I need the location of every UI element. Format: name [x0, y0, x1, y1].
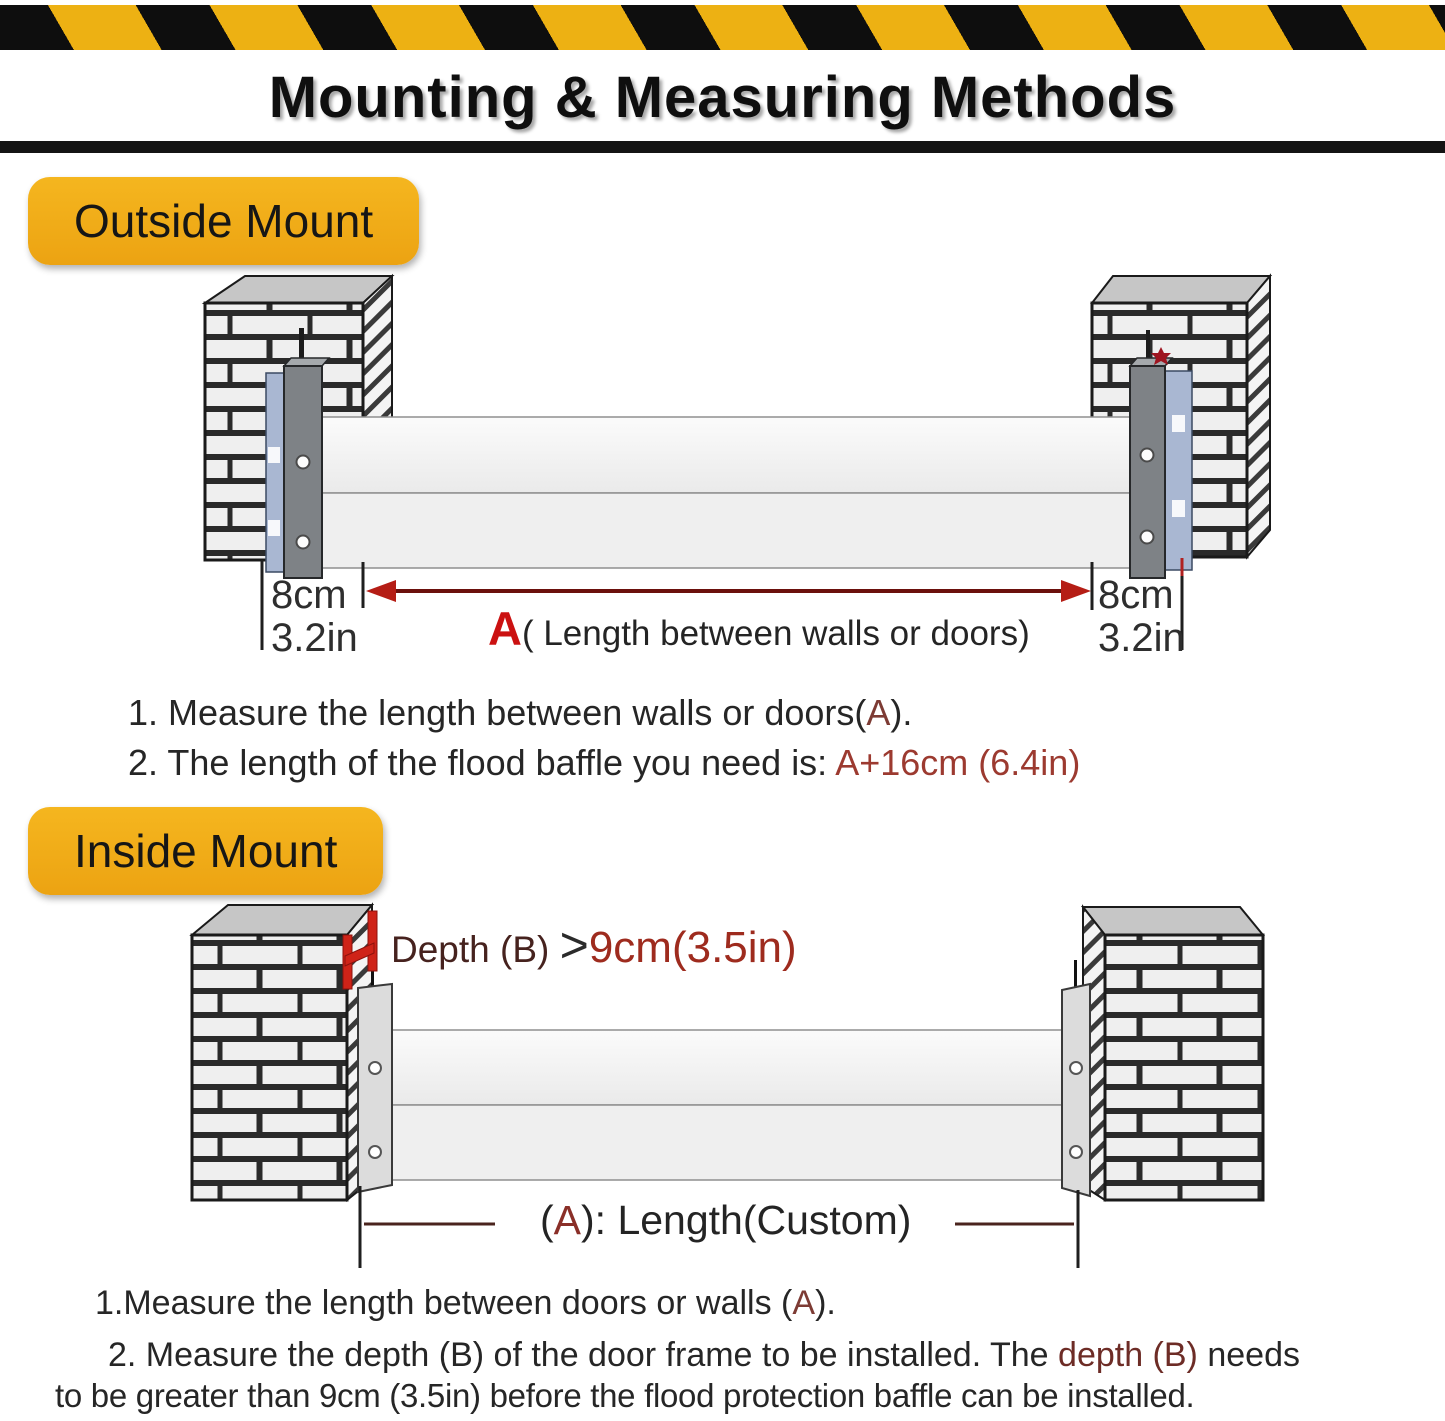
gap-dimension-right: 8cm 3.2in [1098, 573, 1185, 660]
header-divider-bar [0, 141, 1445, 153]
mounting-plate-left [358, 984, 392, 1192]
inside-step-2-continued: to be greater than 9cm (3.5in) before the flood protection baffle can be installed. [55, 1377, 1195, 1414]
custom-length-label: (A): Length(Custom) [540, 1197, 912, 1243]
length-letter-A: A [488, 602, 522, 655]
mounting-plate-right [1062, 960, 1090, 1196]
depth-requirement-label: Depth (B) >9cm(3.5in) [391, 917, 797, 973]
brick-pillar-right-inside [1083, 907, 1263, 1200]
page-title: Mounting & Measuring Methods [268, 65, 1177, 130]
flood-barrier-panels-inside [392, 1030, 1062, 1180]
outside-step-1: 1. Measure the length between walls or doors(A). [128, 692, 913, 733]
outside-step-2: 2. The length of the flood baffle you need is: A+16cm (6.4in) [128, 742, 1081, 783]
inside-step-1: 1.Measure the length between doors or walls (A). [95, 1284, 836, 1322]
inside-step-2: 2. Measure the depth (B) of the door frame to be installed. The depth (B) needs [108, 1336, 1300, 1374]
length-dimension-label: A( Length between walls or doors) [488, 602, 1030, 655]
hazard-stripe-banner [0, 5, 1445, 50]
outside-mount-badge: Outside Mount [28, 177, 419, 265]
inside-mount-badge: Inside Mount [28, 807, 383, 895]
gap-dimension-left: 8cm 3.2in [271, 573, 358, 660]
flood-barrier-panels [322, 417, 1131, 568]
